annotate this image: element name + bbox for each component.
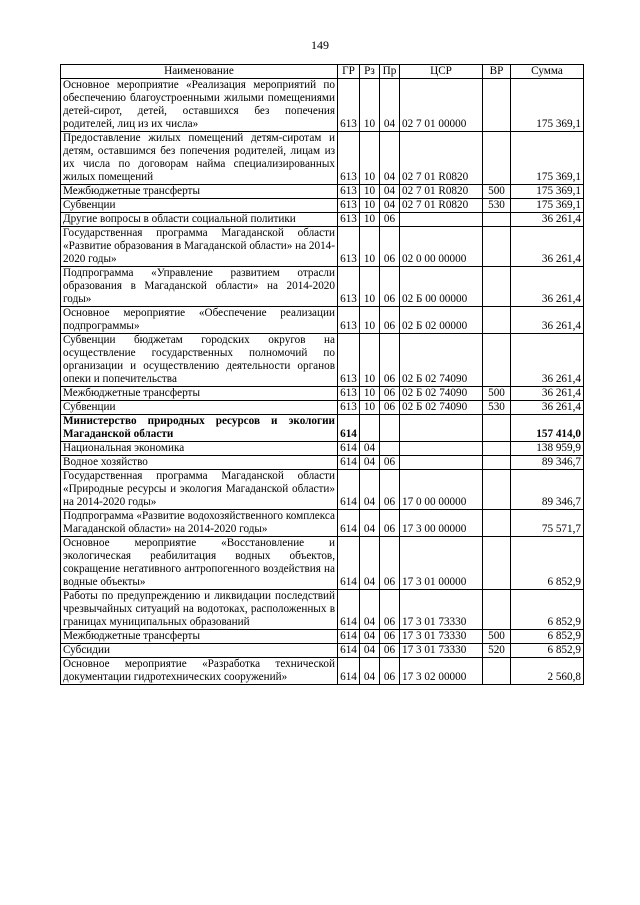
cell-csr: 02 7 01 R0820 [400,199,483,213]
cell-pr: 06 [380,470,400,510]
cell-sum: 6 852,9 [511,590,584,630]
cell-csr: 02 0 00 00000 [400,227,483,267]
table-row [61,470,584,510]
cell-pr [380,442,400,456]
cell-pr: 06 [380,213,400,227]
cell-csr: 17 3 00 00000 [400,510,483,537]
cell-sum: 6 852,9 [511,630,584,644]
cell-sum: 175 369,1 [511,199,584,213]
cell-pr: 06 [380,537,400,590]
header-sum: Сумма [511,65,584,79]
cell-name: Государственная программа Магаданской области «Развитие образования в Магаданской области» на 2014-2020 годы» [61,227,338,267]
cell-vr [483,132,511,185]
cell-rz: 04 [360,510,380,537]
cell-gr: 614 [338,537,360,590]
cell-csr: 17 3 01 73330 [400,644,483,658]
table-row [61,456,584,470]
cell-csr: 02 7 01 R0820 [400,185,483,199]
cell-pr: 06 [380,334,400,387]
cell-name: Подпрограмма «Управление развитием отрасли образования в Магаданской области» на 2014-2020 годы» [61,267,338,307]
table-row [61,644,584,658]
table-row [61,401,584,415]
header-name: Наименование [61,65,338,79]
cell-vr: 530 [483,401,511,415]
cell-csr [400,442,483,456]
cell-rz: 04 [360,537,380,590]
cell-sum: 138 959,9 [511,442,584,456]
cell-vr [483,590,511,630]
cell-vr [483,227,511,267]
cell-rz: 10 [360,387,380,401]
cell-csr: 02 Б 02 74090 [400,334,483,387]
cell-gr: 614 [338,658,360,685]
cell-csr [400,415,483,442]
cell-pr: 06 [380,227,400,267]
table-row [61,213,584,227]
cell-name: Субвенции бюджетам городских округов на осуществление государственных полномочий по организации и осуществлению деятельности органов опеки и попечительства [61,334,338,387]
table-row [61,387,584,401]
cell-name: Работы по предупреждению и ликвидации последствий чрезвычайных ситуаций на водотоках, расположенных в границах муниципальных образований [61,590,338,630]
cell-gr: 613 [338,267,360,307]
cell-name: Межбюджетные трансферты [61,630,338,644]
cell-csr: 02 Б 02 00000 [400,307,483,334]
cell-gr: 614 [338,510,360,537]
header-vr: ВР [483,65,511,79]
cell-vr: 500 [483,630,511,644]
cell-gr: 613 [338,401,360,415]
cell-vr [483,334,511,387]
cell-vr: 530 [483,199,511,213]
cell-csr: 02 7 01 00000 [400,79,483,132]
cell-name: Другие вопросы в области социальной политики [61,213,338,227]
cell-name: Основное мероприятие «Разработка технической документации гидротехнических сооружений» [61,658,338,685]
header-gr: ГР [338,65,360,79]
cell-gr: 614 [338,470,360,510]
cell-name: Субвенции [61,401,338,415]
cell-rz: 10 [360,185,380,199]
cell-name: Министерство природных ресурсов и экологии Магаданской области [61,415,338,442]
cell-name: Водное хозяйство [61,456,338,470]
cell-sum: 36 261,4 [511,307,584,334]
cell-sum: 75 571,7 [511,510,584,537]
header-rz: Рз [360,65,380,79]
table-row [61,132,584,185]
cell-rz: 04 [360,442,380,456]
cell-sum: 157 414,0 [511,415,584,442]
cell-csr [400,213,483,227]
cell-gr: 613 [338,307,360,334]
cell-pr: 06 [380,658,400,685]
cell-name: Межбюджетные трансферты [61,185,338,199]
cell-sum: 36 261,4 [511,227,584,267]
cell-pr [380,415,400,442]
cell-gr: 614 [338,630,360,644]
cell-pr: 04 [380,132,400,185]
cell-sum: 36 261,4 [511,334,584,387]
cell-vr [483,415,511,442]
cell-vr [483,307,511,334]
table-row [61,537,584,590]
cell-pr: 06 [380,387,400,401]
cell-csr: 17 3 01 73330 [400,590,483,630]
cell-sum: 36 261,4 [511,401,584,415]
cell-sum: 89 346,7 [511,470,584,510]
cell-csr: 02 Б 02 74090 [400,387,483,401]
table-row [61,510,584,537]
cell-sum: 6 852,9 [511,644,584,658]
table-row [61,590,584,630]
cell-rz: 04 [360,470,380,510]
cell-name: Национальная экономика [61,442,338,456]
table-row [61,415,584,442]
cell-rz: 10 [360,132,380,185]
cell-gr: 614 [338,590,360,630]
cell-rz: 04 [360,456,380,470]
cell-name: Предоставление жилых помещений детям-сиротам и детям, оставшимся без попечения родителей, лицам из их числа по договорам найма специализированных жилых помещений [61,132,338,185]
cell-rz: 04 [360,630,380,644]
cell-vr [483,267,511,307]
cell-gr: 614 [338,456,360,470]
table-row [61,334,584,387]
cell-vr: 500 [483,185,511,199]
cell-pr: 06 [380,590,400,630]
table-row [61,79,584,132]
table-row [61,307,584,334]
cell-rz: 10 [360,267,380,307]
cell-gr: 613 [338,79,360,132]
header-pr: Пр [380,65,400,79]
cell-name: Подпрограмма «Развитие водохозяйственного комплекса Магаданской области» на 2014-2020 годы» [61,510,338,537]
cell-sum: 175 369,1 [511,79,584,132]
cell-rz: 10 [360,401,380,415]
table-row [61,199,584,213]
cell-sum: 36 261,4 [511,387,584,401]
cell-vr [483,470,511,510]
cell-pr: 06 [380,401,400,415]
cell-pr: 06 [380,510,400,537]
cell-name: Субвенции [61,199,338,213]
cell-pr: 04 [380,199,400,213]
cell-vr [483,213,511,227]
cell-name: Основное мероприятие «Восстановление и экологическая реабилитация водных объектов, сокращение негативного антропогенного воздействия на водные объекты» [61,537,338,590]
cell-pr: 06 [380,630,400,644]
cell-rz: 04 [360,658,380,685]
cell-name: Основное мероприятие «Обеспечение реализации подпрограммы» [61,307,338,334]
table-row [61,658,584,685]
cell-vr [483,537,511,590]
cell-gr: 613 [338,227,360,267]
cell-csr: 17 3 01 00000 [400,537,483,590]
cell-name: Субсидии [61,644,338,658]
cell-rz: 10 [360,227,380,267]
cell-rz: 10 [360,213,380,227]
cell-pr: 04 [380,185,400,199]
cell-pr: 06 [380,267,400,307]
cell-pr: 06 [380,307,400,334]
table-row [61,227,584,267]
cell-name: Основное мероприятие «Реализация мероприятий по обеспечению благоустроенными жилыми помещениями детей-сирот, детей, оставшихся без попечения родителей, лиц из их числа» [61,79,338,132]
cell-rz [360,415,380,442]
cell-vr: 500 [483,387,511,401]
header-csr: ЦСР [400,65,483,79]
cell-csr: 17 3 01 73330 [400,630,483,644]
cell-vr [483,442,511,456]
cell-rz: 10 [360,79,380,132]
cell-gr: 613 [338,387,360,401]
cell-rz: 04 [360,590,380,630]
cell-gr: 613 [338,185,360,199]
cell-csr: 02 7 01 R0820 [400,132,483,185]
cell-gr: 614 [338,644,360,658]
cell-csr: 17 0 00 00000 [400,470,483,510]
cell-vr [483,456,511,470]
cell-gr: 613 [338,199,360,213]
cell-sum: 36 261,4 [511,213,584,227]
cell-rz: 10 [360,307,380,334]
table-row [61,267,584,307]
cell-gr: 613 [338,213,360,227]
cell-rz: 10 [360,199,380,213]
cell-vr [483,658,511,685]
cell-rz: 04 [360,644,380,658]
cell-sum: 175 369,1 [511,132,584,185]
cell-vr [483,79,511,132]
cell-gr: 613 [338,132,360,185]
cell-csr: 02 Б 02 74090 [400,401,483,415]
cell-vr: 520 [483,644,511,658]
cell-name: Межбюджетные трансферты [61,387,338,401]
table-row [61,442,584,456]
cell-rz: 10 [360,334,380,387]
cell-csr: 17 3 02 00000 [400,658,483,685]
cell-pr: 04 [380,79,400,132]
page-number: 149 [311,38,329,52]
cell-csr: 02 Б 00 00000 [400,267,483,307]
cell-csr [400,456,483,470]
cell-sum: 175 369,1 [511,185,584,199]
table-header-row [61,65,584,79]
cell-name: Государственная программа Магаданской области «Природные ресурсы и экология Магаданской области» на 2014-2020 годы» [61,470,338,510]
cell-sum: 6 852,9 [511,537,584,590]
budget-table [60,64,584,685]
cell-sum: 2 560,8 [511,658,584,685]
table-row [61,185,584,199]
cell-gr: 614 [338,442,360,456]
cell-gr: 614 [338,415,360,442]
cell-sum: 36 261,4 [511,267,584,307]
cell-gr: 613 [338,334,360,387]
cell-pr: 06 [380,644,400,658]
cell-pr: 06 [380,456,400,470]
table-row [61,630,584,644]
cell-vr [483,510,511,537]
cell-sum: 89 346,7 [511,456,584,470]
